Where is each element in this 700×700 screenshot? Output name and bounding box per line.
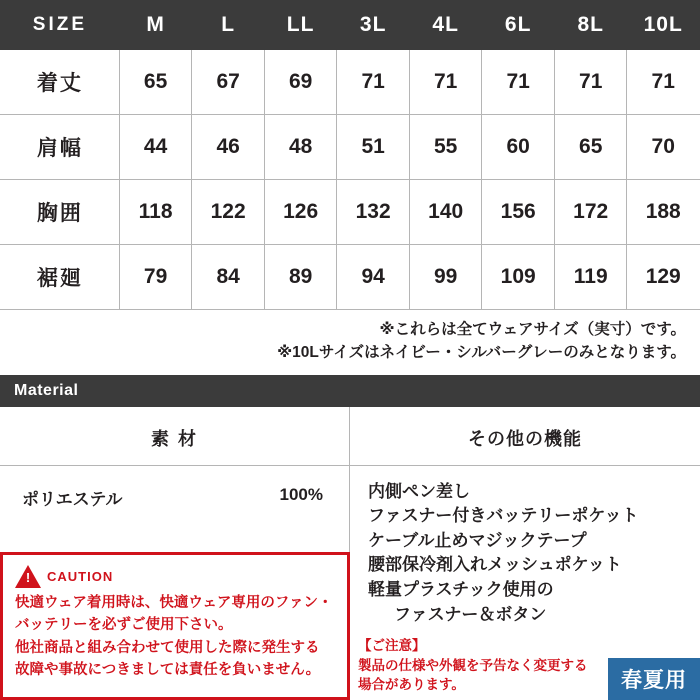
cell: 99: [409, 245, 482, 310]
cell: 119: [554, 245, 627, 310]
cell: 69: [264, 50, 337, 115]
table-row: [1, 50, 700, 115]
row-label-kyoui: 胸囲: [1, 180, 120, 245]
cell: 156: [482, 180, 555, 245]
size-table: [0, 0, 700, 310]
list-item: [22, 482, 323, 513]
caution-header: [15, 565, 335, 588]
cell: 71: [627, 50, 700, 115]
cell: 71: [554, 50, 627, 115]
disclaimer-note: [358, 636, 598, 695]
size-column-l: L: [192, 1, 265, 50]
size-table-header: [1, 1, 700, 50]
caution-line: 他社商品と組み合わせて使用した際に発生する: [15, 639, 320, 656]
material-right-column: [350, 407, 700, 628]
list-item: ファスナー＆ボタン: [394, 604, 547, 624]
cell: 60: [482, 115, 555, 180]
cell: 55: [409, 115, 482, 180]
list-item: 軽量プラスチック使用の: [368, 580, 554, 600]
caution-line: バッテリーを必ずご使用下さい。: [15, 617, 233, 634]
size-notes: [0, 310, 700, 375]
features-heading: その他の機能: [350, 407, 700, 466]
size-column-3l: 3L: [337, 1, 410, 50]
list-item: ファスナー付きバッテリーポケット: [368, 506, 639, 526]
table-header-row: [1, 1, 700, 50]
size-note-1: ※これらは全てウェアサイズ（実寸）です。: [379, 321, 686, 338]
cell: 94: [337, 245, 410, 310]
features-list: [350, 466, 700, 628]
size-header-cell: SIZE: [1, 1, 120, 50]
cell: 71: [409, 50, 482, 115]
cell: 84: [192, 245, 265, 310]
cell: 122: [192, 180, 265, 245]
cell: 67: [192, 50, 265, 115]
cell: 89: [264, 245, 337, 310]
material-heading: 素 材: [0, 407, 349, 466]
cell: 129: [627, 245, 700, 310]
caution-title: CAUTION: [47, 569, 114, 584]
table-row: [1, 180, 700, 245]
material-section-title: Material: [0, 375, 700, 407]
disclaimer-line: 場合があります。: [358, 677, 465, 693]
cell: 132: [337, 180, 410, 245]
size-column-ll: LL: [264, 1, 337, 50]
disclaimer-title: 【ご注意】: [358, 638, 426, 653]
size-column-4l: 4L: [409, 1, 482, 50]
disclaimer-line: 製品の仕様や外観を予告なく変更する: [358, 657, 588, 673]
row-label-kitake: 着丈: [1, 50, 120, 115]
caution-box: [0, 552, 350, 700]
table-row: [1, 245, 700, 310]
cell: 140: [409, 180, 482, 245]
size-column-6l: 6L: [482, 1, 555, 50]
cell: 71: [482, 50, 555, 115]
material-name: ポリエステル: [22, 489, 123, 509]
size-column-10l: 10L: [627, 1, 700, 50]
cell: 46: [192, 115, 265, 180]
size-column-8l: 8L: [554, 1, 627, 50]
cell: 172: [554, 180, 627, 245]
caution-line: 快適ウェア着用時は、快適ウェア専用のファン・: [15, 595, 333, 611]
table-row: [1, 115, 700, 180]
caution-line: 故障や事故につきましては責任を負いません。: [15, 662, 321, 679]
season-badge: 春夏用: [608, 658, 700, 700]
cell: 71: [337, 50, 410, 115]
cell: 79: [119, 245, 192, 310]
list-item: 腰部保冷剤入れメッシュポケット: [368, 555, 622, 575]
size-column-m: M: [119, 1, 192, 50]
caution-text: [15, 592, 335, 682]
size-table-body: [1, 50, 700, 310]
cell: 44: [119, 115, 192, 180]
cell: 65: [119, 50, 192, 115]
warning-triangle-icon: [15, 565, 41, 588]
size-note-2: ※10Lサイズはネイビー・シルバーグレーのみとなります。: [277, 344, 686, 362]
material-rows: [0, 466, 349, 513]
cell: 118: [119, 180, 192, 245]
cell: 188: [627, 180, 700, 245]
list-item: ケーブル止めマジックテープ: [368, 530, 587, 550]
cell: 51: [337, 115, 410, 180]
cell: 126: [264, 180, 337, 245]
row-label-susomawari: 裾廻: [1, 245, 120, 310]
cell: 48: [264, 115, 337, 180]
cell: 70: [627, 115, 700, 180]
row-label-katahaba: 肩幅: [1, 115, 120, 180]
material-ratio: 100%: [279, 484, 323, 504]
cell: 109: [482, 245, 555, 310]
cell: 65: [554, 115, 627, 180]
list-item: 内側ペン差し: [368, 481, 470, 501]
